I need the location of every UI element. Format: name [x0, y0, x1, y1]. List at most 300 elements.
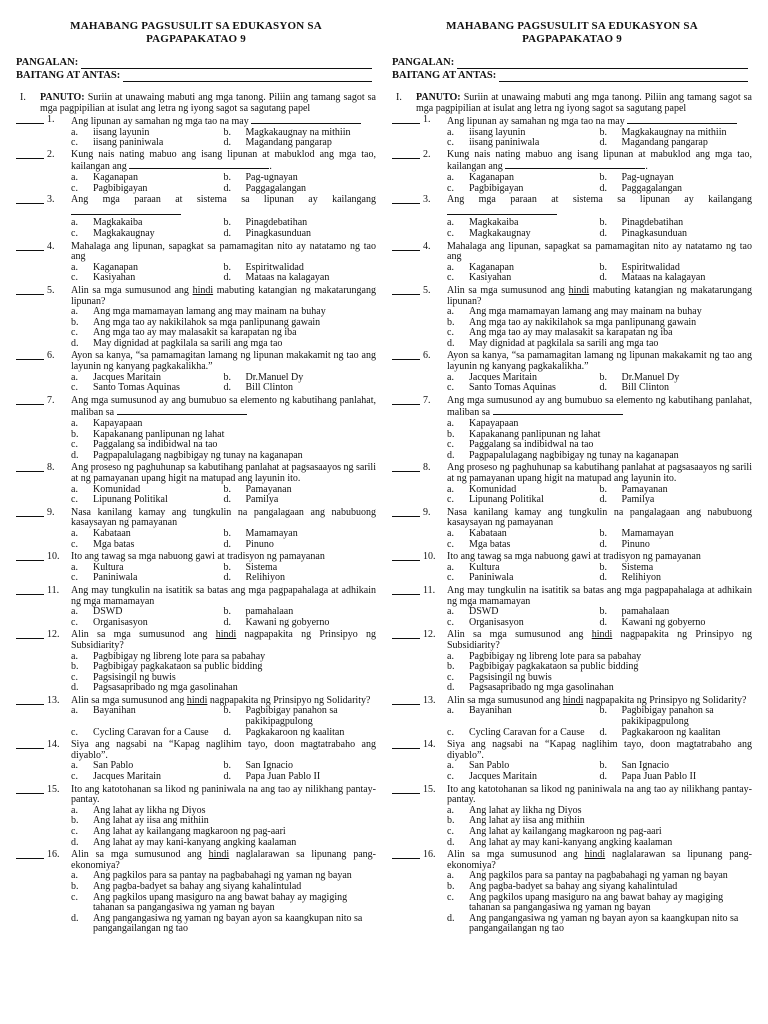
choice-text: Magkakaugnay na mithiin [245, 126, 351, 138]
answer-line[interactable] [129, 160, 269, 169]
choice-letter: d. [223, 572, 231, 584]
choice-letter: a. [447, 650, 454, 662]
choice-text: Ang lahat ay iisa ang mithiin [93, 815, 209, 827]
choice-d [71, 683, 376, 694]
choice-text: Ang lahat ay kailangang magkaroon ng pag-aari [469, 826, 662, 837]
question-text-part: nagpapakita ng Prinsipyo ng Subsidiarity? [447, 629, 753, 651]
emphasized-word: hindi [186, 694, 208, 706]
choice-text: San Ignacio [621, 760, 669, 772]
choice-text: Pamayanan [245, 483, 292, 495]
choice-letter: b. [599, 126, 607, 138]
choice-text: pamahalaan [621, 606, 670, 618]
choices [447, 652, 752, 694]
grade-section-field[interactable] [499, 72, 748, 82]
choice-letter: a. [447, 306, 454, 318]
question-text-part: nagpapakita ng Prinsipyo ng Solidarity? [207, 694, 371, 706]
choice-letter: d. [447, 682, 455, 694]
answer-blank[interactable] [16, 203, 44, 204]
answer-line[interactable] [251, 115, 361, 124]
question-stem [447, 850, 752, 871]
answer-line[interactable] [493, 406, 623, 415]
choice-letter: d. [447, 337, 455, 349]
choice-letter: b. [223, 561, 231, 573]
choice-letter: a. [447, 561, 454, 573]
question-text: Ang mga sumusunod ay ang bumubuo sa elemento ng kabutihang panlahat, maliban sa [447, 394, 752, 419]
answer-blank[interactable] [392, 404, 420, 405]
choices [447, 173, 752, 194]
choice-d [447, 683, 752, 694]
choice-text: Pinagkasunduan [245, 227, 312, 239]
question-item [392, 508, 752, 550]
choice-c [71, 728, 224, 739]
choice-text: Ang mga tao ay may malasakit sa karapatan ng iba [469, 327, 673, 339]
choice-letter: d. [223, 616, 231, 628]
choice-d [600, 540, 753, 551]
choice-text: Lipunang Politikal [469, 494, 544, 506]
answer-line[interactable] [627, 115, 737, 124]
answer-blank[interactable] [16, 404, 44, 405]
choice-text: Kapakanang panlipunan ng lahat [469, 428, 601, 440]
choice-text: Ang pangangasiwa ng yaman ng bayan ayon sa kaangkupan nito sa pangangailangan ng tao [93, 912, 363, 935]
question-number: 12. [47, 629, 60, 641]
question-item [392, 115, 752, 149]
answer-blank[interactable] [392, 638, 420, 639]
instructions-text [40, 92, 376, 114]
choice-text: Jacques Maritain [469, 771, 538, 783]
choice-a [447, 529, 600, 540]
answer-blank[interactable] [392, 471, 420, 472]
choice-text: Magkakaugnay [93, 227, 155, 239]
choices [71, 373, 376, 394]
choice-letter: a. [71, 171, 78, 183]
choice-a [447, 706, 600, 727]
question-text: Mahalaga ang lipunan, sapagkat sa pamamagitan nito ay natatamo ng tao ang [447, 240, 752, 263]
question-item [392, 586, 752, 628]
choice-c [447, 893, 752, 914]
question-number: 14. [423, 739, 436, 751]
question-text: Ang lipunan ay samahan ng mga tao na may [71, 116, 249, 127]
answer-blank[interactable] [392, 203, 420, 204]
choice-c [71, 138, 224, 149]
question-item [16, 508, 376, 550]
answer-blank[interactable] [392, 123, 420, 124]
choice-text: Mamamayan [245, 527, 298, 539]
choice-c [447, 618, 600, 629]
choice-letter: d. [599, 616, 607, 628]
choice-letter: b. [447, 880, 455, 892]
choices [71, 128, 376, 149]
answer-blank[interactable] [392, 250, 420, 251]
choice-letter: d. [223, 182, 231, 194]
choice-text: Papa Juan Pablo II [621, 771, 697, 783]
choice-letter: c. [447, 327, 454, 339]
choice-text: Ang lahat ay likha ng Diyos [93, 804, 206, 816]
choice-text: Jacques Maritain [93, 371, 162, 383]
choice-text: Dr.Manuel Dy [245, 371, 304, 383]
question-item [392, 195, 752, 239]
question-number: 5. [423, 284, 431, 296]
choice-letter: b. [447, 428, 455, 440]
answer-blank[interactable] [16, 858, 44, 859]
emphasized-word: hindi [208, 849, 230, 861]
choice-letter: a. [447, 870, 454, 882]
choice-letter: b. [447, 815, 455, 827]
choice-letter: b. [599, 705, 607, 717]
choice-letter: d. [447, 449, 455, 461]
answer-blank[interactable] [392, 359, 420, 360]
question-text-part: Alin sa mga sumusunod ang [71, 284, 193, 296]
choices [447, 607, 752, 628]
answer-blank[interactable] [16, 471, 44, 472]
choice-text: San Pablo [469, 760, 510, 772]
choice-c [71, 893, 376, 914]
answer-blank[interactable] [16, 294, 44, 295]
choice-letter: a. [447, 483, 454, 495]
question-number: 3. [423, 194, 431, 206]
choice-text: Ang pagkilos para sa pantay na pagbabahagi ng yaman ng bayan [469, 870, 728, 882]
choice-a [71, 706, 224, 727]
choice-letter: b. [223, 261, 231, 273]
choice-text: Lipunang Politikal [93, 494, 168, 506]
answer-blank[interactable] [392, 704, 420, 705]
choice-text: Kultura [469, 561, 500, 573]
choice-letter: a. [447, 371, 454, 383]
choice-text: Pagbibigay pagkakataon sa public bidding [469, 661, 639, 673]
choice-letter: b. [223, 126, 231, 138]
question-number: 10. [423, 551, 436, 563]
question-stem [71, 785, 376, 806]
question-stem [71, 463, 376, 484]
choices [447, 871, 752, 935]
question-number: 11. [47, 584, 60, 596]
choice-c [71, 495, 224, 506]
question-number: 6. [47, 350, 55, 362]
choice-text: Pagbibigay ng libreng lote para sa pabahay [93, 650, 266, 662]
choices [447, 218, 752, 239]
answer-blank[interactable] [16, 560, 44, 561]
question-stem [447, 785, 752, 806]
answer-blank[interactable] [16, 793, 44, 794]
choice-d [71, 914, 376, 935]
choice-letter: c. [71, 272, 78, 284]
answer-blank[interactable] [16, 594, 44, 595]
answer-blank[interactable] [16, 638, 44, 639]
instructions-body: Suriin at unawaing mabuti ang mga tanong. Piliin ang tamang sagot sa mga pagpipilian at isulat ang letra ng iyong sagot sa sagutang papel [40, 92, 376, 114]
choice-text: Kasiyahan [93, 272, 136, 284]
choice-text: Cycling Caravan for a Cause [93, 726, 209, 738]
choices [71, 263, 376, 284]
question-number: 8. [423, 462, 431, 474]
choice-text: Pagsisingil ng buwis [93, 671, 176, 683]
answer-line[interactable] [447, 206, 557, 215]
choice-letter: d. [71, 449, 79, 461]
choice-text: Pagsisingil ng buwis [469, 671, 552, 683]
emphasized-word: hindi [562, 694, 584, 706]
choice-text: Paggalang sa indibidwal na tao [93, 439, 218, 451]
choice-c [71, 229, 224, 240]
choice-letter: b. [223, 217, 231, 229]
choice-text: Ang pangangasiwa ng yaman ng bayan ayon sa kaangkupan nito sa pangangailangan ng tao [469, 912, 739, 935]
grade-section-field-label: BAITANG AT ANTAS: [392, 70, 497, 81]
choice-d [71, 339, 376, 350]
choices [71, 652, 376, 694]
answer-blank[interactable] [392, 748, 420, 749]
choice-text: Pagbibigayan [469, 182, 524, 194]
question-text: Ito ang tawag sa mga nabuong gawi at tradisyon ng pamayanan [71, 551, 325, 563]
choice-d [224, 772, 377, 783]
answer-blank[interactable] [16, 359, 44, 360]
choice-text: Pagkakaroon ng kaalitan [621, 726, 721, 738]
choice-d [447, 339, 752, 350]
choice-letter: a. [447, 760, 454, 772]
choice-d [600, 138, 753, 149]
question-stem [447, 195, 752, 218]
choice-text: Bill Clinton [621, 382, 670, 394]
exam-copy-left [16, 20, 376, 935]
choice-letter: c. [71, 572, 78, 584]
question-number: 9. [47, 506, 55, 518]
choice-d [447, 451, 752, 462]
choice-d [224, 618, 377, 629]
choice-d [224, 184, 377, 195]
choice-text: Cycling Caravan for a Cause [469, 726, 585, 738]
answer-blank[interactable] [16, 704, 44, 705]
choice-d [224, 383, 377, 394]
answer-blank[interactable] [392, 793, 420, 794]
choice-letter: c. [71, 538, 78, 550]
choice-letter: c. [71, 671, 78, 683]
question-text-part: nagpapakita ng Prinsipyo ng Solidarity? [583, 694, 747, 706]
question-text: Kung nais nating mabuo ang isang lipunan at mabuklod ang mga tao, kailangan ang [447, 148, 752, 173]
choices [71, 307, 376, 349]
choice-text: Kaganapan [469, 261, 514, 273]
question-text: Ayon sa kanya, “sa pamamagitan lamang ng lipunan makakamit ng tao ang layunin ng kanyang pagkakalikha.” [71, 350, 376, 373]
question-stem [71, 115, 376, 128]
question-stem [71, 508, 376, 529]
question-text: Mahalaga ang lipunan, sapagkat sa pamamagitan nito ay natatamo ng tao ang [71, 240, 376, 263]
choice-letter: d. [599, 771, 607, 783]
name-field[interactable] [81, 59, 372, 69]
choice-letter: b. [599, 171, 607, 183]
answer-blank[interactable] [16, 250, 44, 251]
choice-c [447, 273, 600, 284]
choice-text: Magkakaugnay na mithiin [621, 126, 727, 138]
choice-letter: a. [71, 126, 78, 138]
choices [71, 806, 376, 848]
question-number: 15. [47, 783, 60, 795]
choice-letter: b. [223, 171, 231, 183]
choice-letter: a. [447, 171, 454, 183]
answer-blank[interactable] [392, 858, 420, 859]
choice-letter: c. [71, 726, 78, 738]
choices [447, 761, 752, 782]
choice-d [224, 728, 377, 739]
choice-letter: b. [223, 371, 231, 383]
answer-blank[interactable] [16, 516, 44, 517]
question-text: Ang proseso ng paghuhunap sa kabutihang panlahat at pagsasaayos ng sarili at ng pamayanan upang higit na matupad ang layunin ito. [447, 462, 752, 484]
grade-section-field-row [392, 69, 752, 82]
name-field[interactable] [457, 59, 748, 69]
question-item [392, 785, 752, 849]
answer-line[interactable] [117, 406, 247, 415]
choice-text: Bill Clinton [245, 382, 294, 394]
choice-text: Pagpapalulagang nagbibigay ng tunay na kaganapan [469, 449, 679, 461]
question-number: 16. [47, 849, 60, 861]
question-text-part: Alin sa mga sumusunod ang [447, 694, 563, 706]
instructions-text [416, 92, 752, 114]
choice-text: Dr.Manuel Dy [621, 371, 680, 383]
question-text: Ito ang tawag sa mga nabuong gawi at tradisyon ng pamayanan [447, 551, 701, 563]
name-field-row [392, 56, 752, 69]
choice-letter: c. [447, 137, 454, 149]
choice-letter: a. [71, 306, 78, 318]
choice-text: Ang mga tao ay nakikilahok sa mga panlipunang gawain [93, 316, 321, 328]
question-number: 1. [423, 114, 431, 125]
answer-blank[interactable] [392, 294, 420, 295]
question-number: 7. [47, 394, 55, 406]
question-text: Nasa kanilang kamay ang tungkulin na pangalagaan ang nabubuong kasaysayan ng pamayanan [447, 506, 752, 529]
choice-text: iisang layunin [469, 126, 526, 138]
choice-letter: a. [447, 126, 454, 138]
choice-text: Paniniwala [93, 572, 138, 584]
question-text: Siya ang nagsabi na “Kapag naglihim tayo, doon magtatrabaho ang diyablo”. [447, 739, 752, 761]
choice-letter: b. [223, 606, 231, 618]
question-item [16, 150, 376, 194]
choices [71, 485, 376, 506]
choice-text: Kaganapan [469, 171, 514, 183]
emphasized-word: hindi [192, 284, 214, 296]
grade-section-field[interactable] [123, 72, 372, 82]
choice-letter: c. [447, 671, 454, 683]
choice-letter: d. [447, 912, 455, 924]
choice-letter: c. [447, 227, 454, 239]
choices [447, 806, 752, 848]
answer-blank[interactable] [392, 158, 420, 159]
answer-line[interactable] [71, 206, 181, 215]
choice-letter: a. [447, 606, 454, 618]
answer-blank[interactable] [16, 748, 44, 749]
answer-blank[interactable] [16, 123, 44, 124]
choice-letter: b. [447, 661, 455, 673]
question-text-part: Alin sa mga sumusunod ang [447, 629, 592, 641]
choices [71, 529, 376, 550]
choice-b [224, 173, 377, 184]
choice-letter: c. [71, 137, 78, 149]
choice-letter: b. [447, 316, 455, 328]
choice-letter: d. [447, 836, 455, 848]
choices [71, 706, 376, 738]
choice-text: Pagsasapribado ng mga gasolinahan [93, 682, 238, 694]
choices [447, 529, 752, 550]
question-stem [447, 286, 752, 307]
choice-text: Bayanihan [93, 705, 136, 717]
question-item [392, 242, 752, 284]
choice-letter: d. [223, 382, 231, 394]
choice-letter: c. [447, 182, 454, 194]
question-stem [447, 586, 752, 607]
answer-blank[interactable] [392, 594, 420, 595]
choice-letter: d. [223, 726, 231, 738]
choice-text: Pamayanan [621, 483, 668, 495]
choice-c [71, 273, 224, 284]
choice-text: Ang lahat ay may kani-kanyang angking kaalaman [93, 836, 297, 848]
question-text: Ang lipunan ay samahan ng mga tao na may [447, 116, 625, 127]
question-item [16, 740, 376, 782]
choice-letter: c. [447, 538, 454, 550]
choice-text: Sistema [621, 561, 654, 573]
question-stem [447, 396, 752, 419]
answer-line[interactable] [505, 160, 645, 169]
question-number: 7. [423, 394, 431, 406]
question-number: 2. [423, 148, 431, 160]
choice-text: Mga batas [93, 538, 135, 550]
choice-letter: b. [71, 316, 79, 328]
choice-letter: d. [223, 771, 231, 783]
part-number: I. [396, 92, 402, 103]
answer-blank[interactable] [392, 560, 420, 561]
question-number: 13. [423, 694, 436, 706]
choice-letter: d. [223, 137, 231, 149]
choice-b [224, 529, 377, 540]
answer-blank[interactable] [16, 158, 44, 159]
choice-text: Santo Tomas Aquinas [93, 382, 180, 394]
instructions [16, 92, 376, 114]
choice-text: Kawani ng gobyerno [245, 616, 330, 628]
question-text-part: mabuting katangian ng makatarungang lipunan? [71, 284, 376, 307]
question-stem [447, 630, 752, 651]
choice-letter: b. [71, 661, 79, 673]
choice-letter: b. [223, 527, 231, 539]
choice-text: Pagbibigay panahon sa pakikipagpulong [621, 705, 714, 728]
choice-text: Komunidad [469, 483, 517, 495]
choice-text: Ang lahat ay likha ng Diyos [469, 804, 582, 816]
question-text: Ayon sa kanya, “sa pamamagitan lamang ng lipunan makakamit ng tao ang layunin ng kanyang pagkakalikha.” [447, 350, 752, 373]
choice-letter: c. [71, 826, 78, 837]
choice-d [224, 273, 377, 284]
choice-text: DSWD [469, 606, 499, 618]
grade-section-field-row [16, 69, 376, 82]
question-number: 13. [47, 694, 60, 706]
question-text-part: Alin sa mga sumusunod ang [71, 694, 187, 706]
question-stem [71, 630, 376, 651]
choice-letter: a. [71, 804, 78, 816]
choice-text: Paggagalangan [621, 182, 683, 194]
choice-d [600, 273, 753, 284]
choice-c [447, 184, 600, 195]
question-text-part: mabuting katangian ng makatarungang lipunan? [447, 284, 752, 307]
emphasized-word: hindi [584, 849, 606, 861]
choice-letter: b. [599, 483, 607, 495]
choice-text: Ang lahat ay may kani-kanyang angking kaalaman [469, 836, 673, 848]
choice-letter: a. [447, 705, 454, 717]
question-item [16, 115, 376, 149]
answer-blank[interactable] [392, 516, 420, 517]
choice-text: Pag-ugnayan [245, 171, 298, 183]
choice-letter: d. [71, 912, 79, 924]
question-text: Ang may tungkulin na isatitik sa batas ang mga pagpapahalaga at adhikain ng mga mamamayan [71, 584, 376, 607]
question-number: 5. [47, 284, 55, 296]
question-item [16, 396, 376, 462]
choice-letter: c. [71, 439, 78, 451]
choice-text: Pagbibigay ng libreng lote para sa pabahay [469, 650, 642, 662]
choice-text: Ang mga tao ay nakikilahok sa mga panlipunang gawain [469, 316, 697, 328]
choice-letter: a. [71, 418, 78, 430]
choice-c [447, 383, 600, 394]
choice-letter: c. [71, 616, 78, 628]
choice-a [71, 173, 224, 184]
choice-text: Pinagdebatihan [245, 217, 308, 229]
exam-title-line: PAGPAPAKATAO 9 [146, 33, 246, 45]
